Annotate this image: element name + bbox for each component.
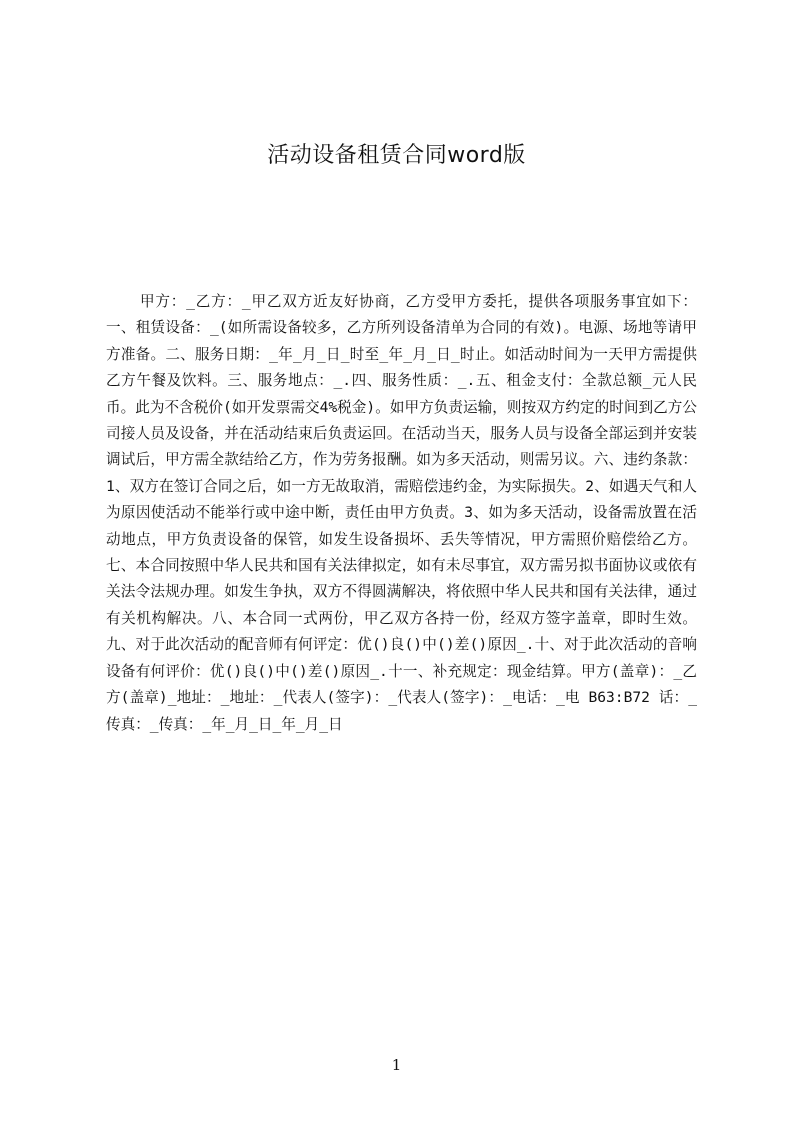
page-number: 1 — [391, 1056, 402, 1074]
document-title: 活动设备租赁合同word版 — [267, 143, 526, 168]
contract-body-text: 甲方：_乙方：_甲乙双方近友好协商，乙方受甲方委托，提供各项服务事宜如下：一、租赁设备：_(如所需设备较多，乙方所列设备清单为合同的有效)。电源、场地等请甲方准备。二、服务日期：_年_月_日_时至_年_月_日_时止。如活动时间为一天甲方需提供乙方午餐及饮料。三、服务地点：_.四、服务性质：_.五、租金支付：全款总额_元人民币。此为不含税价(如开发票需交4%税金)。如甲方负责运输，则按双方约定的时间到乙方公司接人员及设备，并在活动结束后负责运回。在活动当天，服务人员与设备全部运到并安装调试后，甲方需全款结给乙方，作为劳务报酬。如为多天活动，则需另议。六、违约条款：1、双方在签订合同之后，如一方无故取消，需赔偿违约金，为实际损失。2、如遇天气和人为原因使活动不能举行或中途中断，责任由甲方负责。3、如为多天活动，设备需放置在活动地点，甲方负责设备的保管，如发生设备损坏、丢失等情况，甲方需照价赔偿给乙方。七、本合同按照中华人民共和国有关法律拟定，如有未尽事宜，双方需另拟书面协议或依有关法令法规办理。如发生争执，双方不得圆满解决，将依照中华人民共和国有关法律，通过有关机构解决。八、本合同一式两份，甲乙双方各持一份，经双方签字盖章，即时生效。九、对于此次活动的配音师有何评定：优()良()中()差()原因_.十、对于此次活动的音响设备有何评价：优()良()中()差()原因_.十一、补充规定：现金结算。甲方(盖章)：_乙方(盖章)_地址：_地址：_代表人(签字)：_代表人(签字)：_电话：_电 B63:B72 话：_传真：_传真：_年_月_日_年_月_日 — [106, 293, 697, 733]
